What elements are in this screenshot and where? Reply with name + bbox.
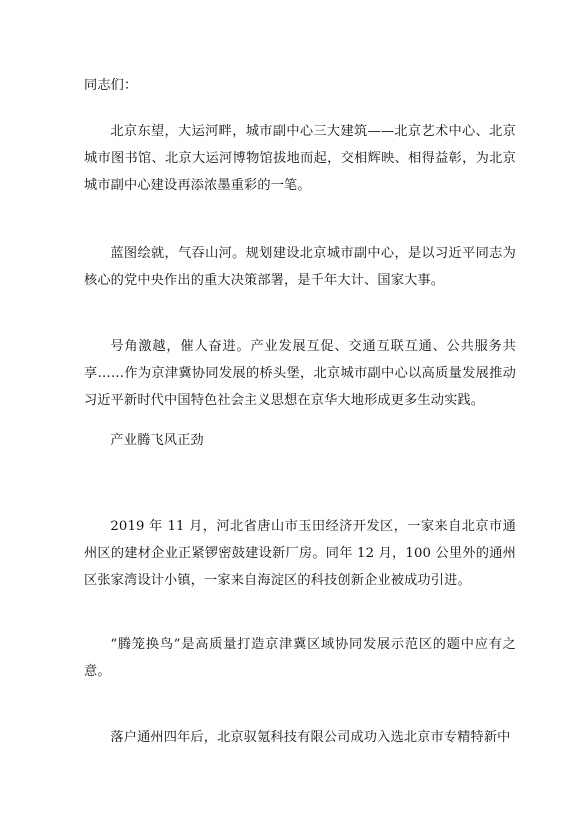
section-heading: 产业腾飞风正劲 (110, 433, 204, 448)
paragraph-yuke: 落户通州四年后，北京驭氪科技有限公司成功入选北京市专精特新中 (110, 730, 511, 745)
paragraph-bridgehead: 号角激越，催人奋进。产业发展互促、交通互联互通、公共服务共享……作为京津冀协同发展的桥头堡，北京城市副中心以高质量发展推动习近平新时代中国特色社会主义思想在京华大地形成更多生动实践。 (84, 339, 516, 408)
paragraph-blueprint: 蓝图绘就，气吞山河。规划建设北京城市副中心，是以习近平同志为核心的党中央作出的重大决策部署，是千年大计、国家大事。 (84, 246, 516, 288)
paragraph-intro: 北京东望，大运河畔，城市副中心三大建筑——北京艺术中心、北京城市图书馆、北京大运河博物馆拔地而起，交相辉映、相得益彰，为北京城市副中心建设再添浓墨重彩的一笔。 (84, 124, 516, 193)
paragraph-2019: 2019 年 11 月，河北省唐山市玉田经济开发区，一家来自北京市通州区的建材企业正紧锣密鼓建设新厂房。同年 12 月，100 公里外的通州区张家湾设计小镇，一家来自海淀区的科技创新企业被成功引进。 (84, 519, 516, 588)
paragraph-tengtonghuanniao: “腾笼换鸟”是高质量打造京津冀区域协同发展示范区的题中应有之意。 (84, 637, 516, 679)
salutation: 同志们： (84, 78, 138, 93)
